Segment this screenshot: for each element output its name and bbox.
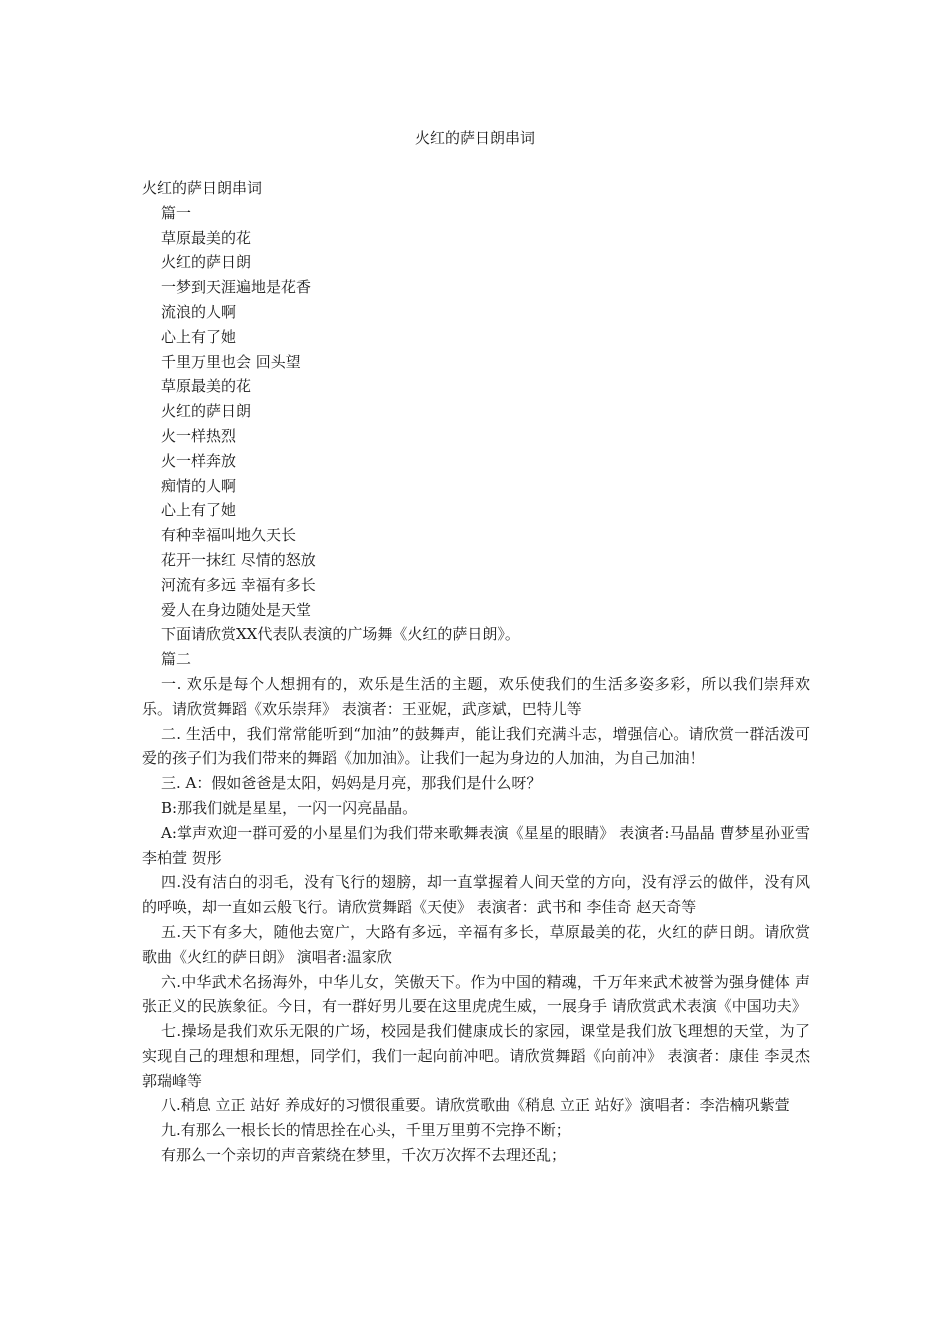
section-label: 篇一 (161, 203, 192, 222)
document-heading: 火红的萨日朗串词 (142, 179, 263, 197)
lyric-line: 火一样奔放 (161, 451, 237, 470)
lyric-line: 流浪的人啊 (161, 302, 237, 321)
paragraph: 八.稍息 立正 站好 养成好的习惯很重要。请欣赏歌曲《稍息 立正 站好》演唱者：李浩楠巩紫萱 (161, 1096, 790, 1115)
paragraph: 一. 欢乐是每个人想拥有的，欢乐是生活的主题，欢乐使我们的生活多姿多彩，所以我们崇拜欢乐。请欣赏舞蹈《欢乐崇拜》 表演者：王亚妮，武彦斌，巴特儿等 (142, 674, 810, 718)
paragraph: 六.中华武术名扬海外，中华儿女，笑傲天下。作为中国的精魂，千万年来武术被誉为强身健体 声张正义的民族象征。今日，有一群好男儿要在这里虎虎生威，一展身手 请欣赏武术表演《中国功夫》 (142, 972, 810, 1016)
paragraph: A:掌声欢迎一群可爱的小星星们为我们带来歌舞表演《星星的眼睛》 表演者:马晶晶 曹梦星孙亚雪 李柏萱 贺彤 (142, 823, 810, 867)
paragraph: 四.没有洁白的羽毛，没有飞行的翅膀，却一直掌握着人间天堂的方向，没有浮云的做伴，没有风的呼唤，却一直如云般飞行。请欣赏舞蹈《天使》 表演者：武书和 李佳奇 赵天奇等 (142, 873, 810, 917)
lyric-line: 痴情的人啊 (161, 476, 237, 495)
paragraph: B:那我们就是星星，一闪一闪亮晶晶。 (161, 798, 418, 817)
lyric-line: 河流有多远 幸福有多长 (161, 575, 316, 594)
intro-line: 下面请欣赏XX代表队表演的广场舞《火红的萨日朗》。 (161, 625, 520, 644)
lyric-line: 心上有了她 (161, 327, 237, 346)
lyric-line: 火一样热烈 (161, 426, 237, 445)
paragraph: 二. 生活中，我们常常能听到“加油”的鼓舞声，能让我们充满斗志，增强信心。请欣赏一群活泼可爱的孩子们为我们带来的舞蹈《加加油》。让我们一起为身边的人加油，为自己加油！ (142, 724, 810, 768)
lyric-line: 火红的萨日朗 (161, 253, 252, 272)
lyric-line: 有种幸福叫地久天长 (161, 526, 297, 545)
paragraph: 五.天下有多大，随他去宽广，大路有多远，辛福有多长，草原最美的花，火红的萨日朗。请欣赏歌曲《火红的萨日朗》 演唱者:温家欣 (142, 922, 810, 966)
paragraph: 九.有那么一根长长的情思拴在心头，千里万里剪不完挣不断； (161, 1121, 571, 1140)
lyric-line: 一梦到天涯遍地是花香 (161, 278, 312, 297)
lyric-line: 心上有了她 (161, 501, 237, 520)
lyric-line: 草原最美的花 (161, 377, 252, 396)
paragraph: 有那么一个亲切的声音萦绕在梦里，千次万次挥不去理还乱； (161, 1146, 567, 1165)
lyric-line: 火红的萨日朗 (161, 402, 252, 421)
lyric-line: 花开一抹红 尽情的怒放 (161, 550, 316, 569)
lyric-line: 爱人在身边随处是天堂 (161, 600, 312, 619)
paragraph: 三. A：假如爸爸是太阳，妈妈是月亮，那我们是什么呀？ (161, 774, 542, 793)
document-title: 火红的萨日朗串词 (414, 129, 535, 147)
lyric-line: 千里万里也会 回头望 (161, 352, 301, 371)
document-body (142, 176, 810, 1168)
paragraph: 七.操场是我们欢乐无限的广场，校园是我们健康成长的家园，课堂是我们放飞理想的天堂，为了实现自己的理想和理想，同学们，我们一起向前冲吧。请欣赏舞蹈《向前冲》 表演者：康佳 李灵杰 郭瑞峰等 (142, 1022, 810, 1090)
lyric-line: 草原最美的花 (161, 228, 252, 247)
section-label: 篇二 (161, 650, 192, 669)
